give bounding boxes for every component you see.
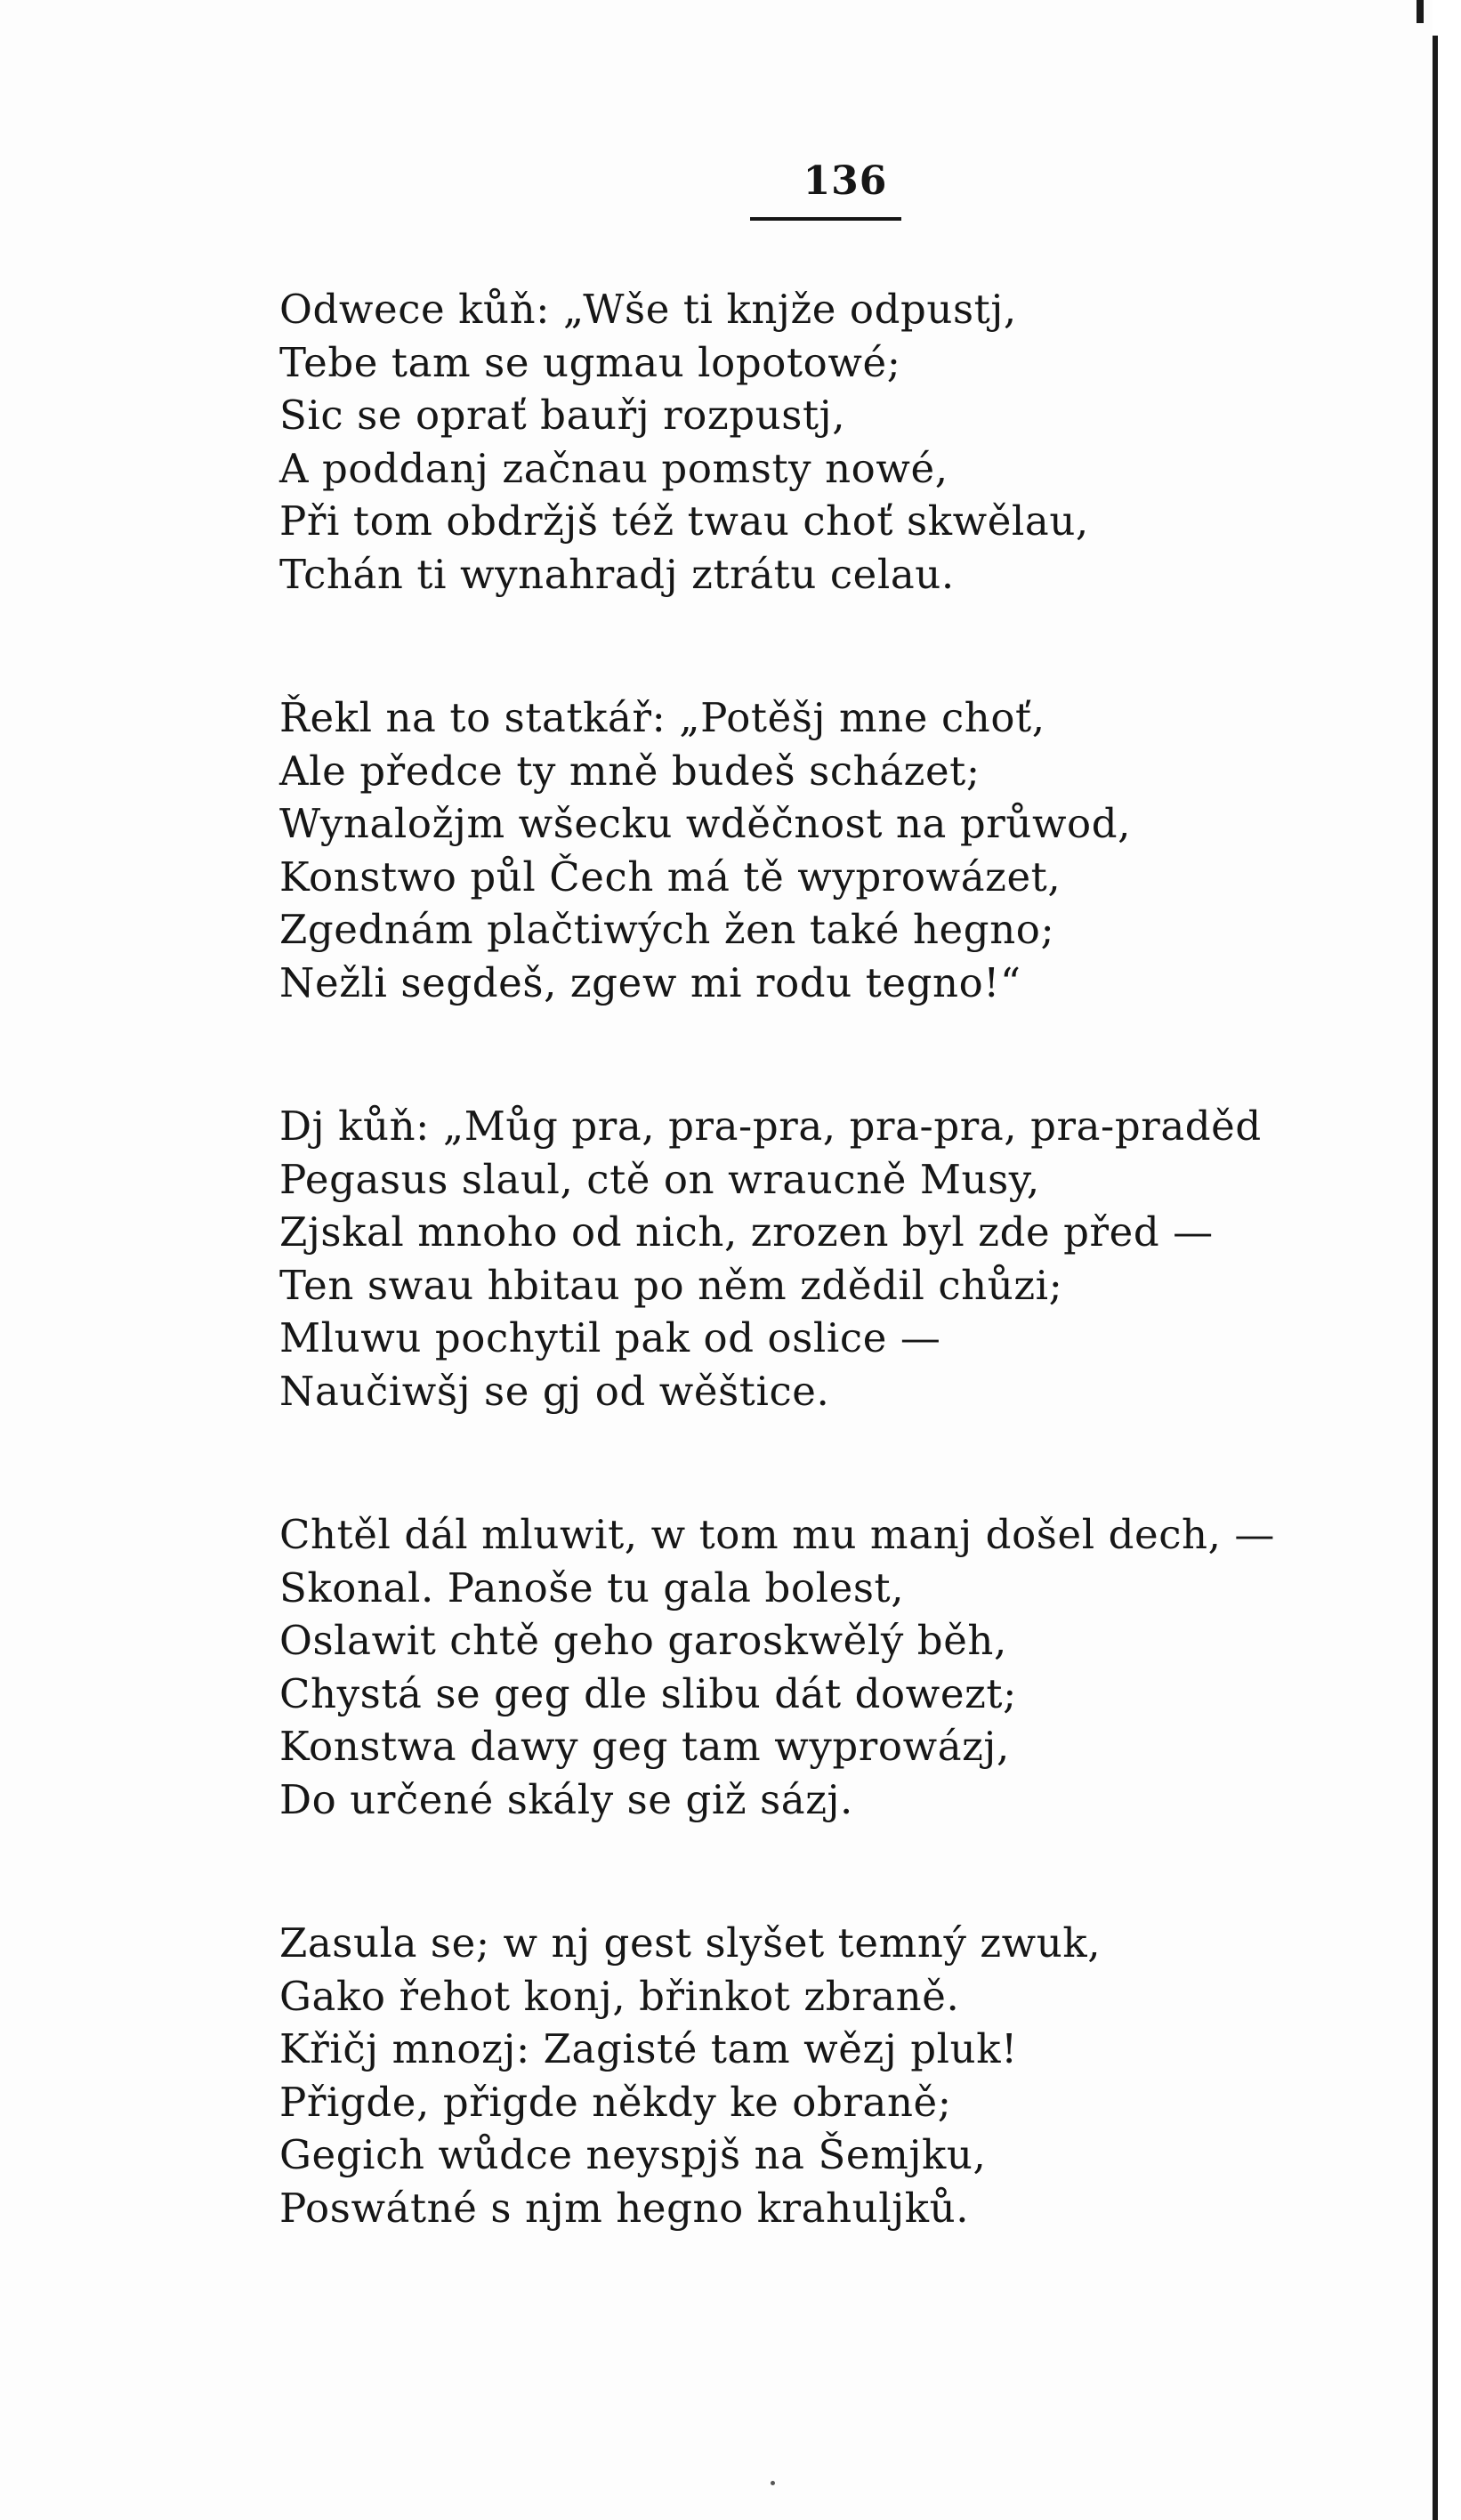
page-number-underline <box>750 217 901 221</box>
verse-line: Při tom obdržjš též twau choť skwělau, <box>279 497 1089 545</box>
verse-line: Poswátné s njm hegno krahuljků. <box>279 2184 970 2232</box>
verse-line: Přigde, přigde někdy ke obraně; <box>279 2078 952 2126</box>
verse-line: Zasula se; w nj gest slyšet temný zwuk, <box>279 1919 1102 1967</box>
verse-line: Do určené skály se giž sázj. <box>279 1775 853 1823</box>
verse-line: Wynaložjm wšecku wděčnost na průwod, <box>279 800 1132 847</box>
scan-margin <box>1438 0 1461 2520</box>
verse-line: Tebe tam se ugmau lopotowé; <box>279 338 901 386</box>
verse-line: Skonal. Panoše tu gala bolest, <box>279 1563 905 1611</box>
verse-line: Zgednám plačtiwých žen také hegno; <box>279 906 1055 953</box>
verse-line: Oslawit chtě geho garoskwělý běh, <box>279 1617 1007 1664</box>
poem-body <box>279 283 1347 2325</box>
verse-line: Gegich wůdce neyspjš na Šemjku, <box>279 2131 987 2178</box>
stanza-2 <box>279 691 1347 1009</box>
verse-line: Zjskal mnoho od nich, zrozen byl zde před — <box>279 1208 1214 1256</box>
scan-edge-mark <box>1417 0 1424 23</box>
verse-line: Mluwu pochytil pak od oslice — <box>279 1314 941 1361</box>
verse-line: Řekl na to statkář: „Potěšj mne choť, <box>279 694 1045 741</box>
verse-line: Konstwa dawy geg tam wyprowázj, <box>279 1723 1010 1770</box>
verse-line: A poddanj začnau pomsty nowé, <box>279 444 948 492</box>
verse-line: Sic se oprať bauřj rozpustj, <box>279 392 846 439</box>
verse-line: Dj kůň: „Můg pra, pra-pra, pra-pra, pra-praděd <box>279 1102 1262 1150</box>
verse-line: Křičj mnozj: Zagisté tam wězj pluk! <box>279 2025 1018 2072</box>
page-number: 136 <box>803 158 888 204</box>
verse-line: Konstwo půl Čech má tě wyprowázet, <box>279 852 1061 901</box>
stanza-5 <box>279 1917 1347 2234</box>
verse-line: Nežli segdeš, zgew mi rodu tegno!“ <box>279 958 1021 1006</box>
verse-line: Chtěl dál mluwit, w tom mu manj došel dech, — <box>279 1511 1276 1558</box>
stanza-3 <box>279 1100 1347 1418</box>
verse-line: Ale předce ty mně budeš scházet; <box>279 747 981 795</box>
verse-line: Pegasus slaul, ctě on wraucně Musy, <box>279 1155 1040 1203</box>
stanza-4 <box>279 1508 1347 1826</box>
verse-line: Chystá se geg dle slibu dát dowezt; <box>279 1669 1017 1717</box>
verse-line: Naučiwšj se gj od wěštice. <box>279 1367 830 1415</box>
stanza-1 <box>279 283 1347 601</box>
verse-line: Tchán ti wynahradj ztrátu celau. <box>279 550 955 598</box>
verse-line: Gako řehot konj, břinkot zbraně. <box>279 1972 960 2020</box>
verse-line: Odwece kůň: „Wše ti knjže odpustj, <box>279 286 1017 333</box>
verse-line: Ten swau hbitau po něm zdědil chůzi; <box>279 1261 1063 1309</box>
ink-speck <box>771 2481 775 2485</box>
